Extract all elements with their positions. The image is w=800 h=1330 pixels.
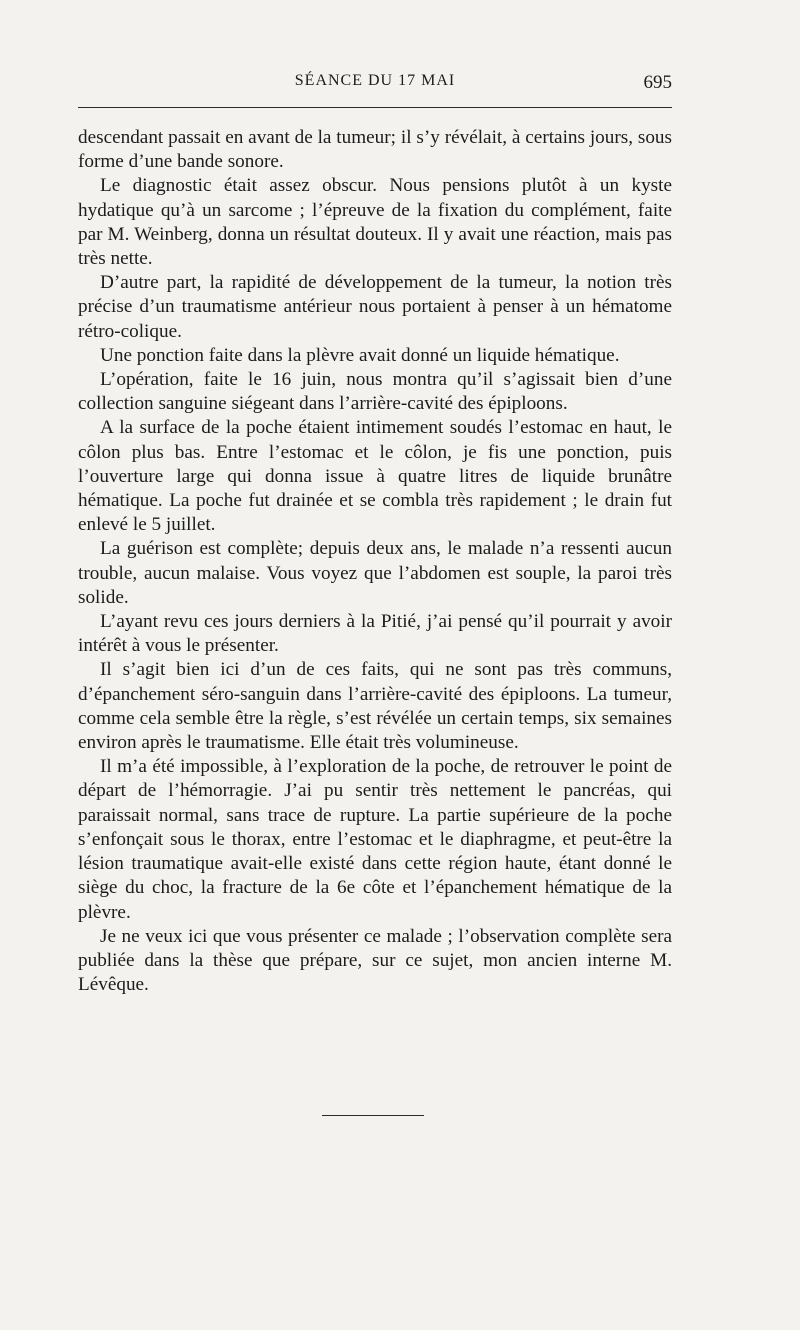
paragraph-recovery: La guérison est complète; depuis deux ans, le malade n’a ressenti aucun trouble, aucun malaise. Vous voyez que l’abdomen est souple, la paroi très solide. <box>78 538 672 608</box>
paragraph-diagnosis: Le diagnostic était assez obscur. Nous pensions plutôt à un kyste hydatique qu’à un sarcome ; l’épreuve de la fixation du complément, faite par M. Weinberg, donna un résultat douteux. Il y avait une réaction, mais pas très nette. <box>78 175 672 270</box>
paragraph-development: D’autre part, la rapidité de développement de la tumeur, la notion très précise d’un traumatisme antérieur nous portaient à penser à un hématome rétro-colique. <box>78 272 672 342</box>
paragraph-discussion: Il s’agit bien ici d’un de ces faits, qui ne sont pas très communs, d’épanchement séro-sanguin dans l’arrière-cavité des épiploons. La tumeur, comme cela semble être la règle, s’est révélée un certain temps, six semaines environ après le traumatisme. Elle était très volumineuse. <box>78 659 672 754</box>
paragraph-pleural-puncture: Une ponction faite dans la plèvre avait donné un liquide hématique. <box>100 344 620 366</box>
paragraph-presentation: L’ayant revu ces jours derniers à la Pitié, j’ai pensé qu’il pourrait y avoir intérêt à vous le présenter. <box>78 611 672 657</box>
paragraph-surgical-findings: A la surface de la poche étaient intimement soudés l’estomac en haut, le côlon plus bas. Entre l’estomac et le côlon, je fis une ponction, puis l’ouverture large qui donna issue à quatre litres de liquide brunâtre hématique. La poche fut drainée et se combla très rapidement ; le drain fut enlevé le 5 juillet. <box>78 417 672 536</box>
section-end-rule <box>322 1115 424 1116</box>
header-rule <box>78 107 672 108</box>
paragraph-conclusion: Je ne veux ici que vous présenter ce malade ; l’observation complète sera publiée dans la thèse que prépare, sur ce sujet, mon ancien interne M. Lévêque. <box>78 925 672 996</box>
running-head: SÉANCE DU 17 MAI <box>294 72 456 89</box>
paragraph-continued: descendant passait en avant de la tumeur; il s’y révélait, à certains jours, sous forme d’une bande sonore. <box>78 127 672 173</box>
page-header <box>78 70 672 100</box>
paragraph-operation: L’opération, faite le 16 juin, nous montra qu’il s’agissait bien d’une collection sanguine siégeant dans l’arrière-cavité des épiploons. <box>78 369 672 415</box>
paragraph-exploration: Il m’a été impossible, à l’exploration de la poche, de retrouver le point de départ de l’hémorragie. J’ai pu sentir très nettement le pancréas, qui paraissait normal, sans trace de rupture. La partie supérieure de la poche s’enfonçait sous le thorax, entre l’estomac et le diaphragme, et peut-être la lésion traumatique avait-elle existé dans cette région haute, étant donné le siège du choc, la fracture de la 6e côte et l’épanchement hématique de la plèvre. <box>78 756 672 923</box>
page-number: 695 <box>643 72 672 93</box>
body-text <box>78 126 672 997</box>
